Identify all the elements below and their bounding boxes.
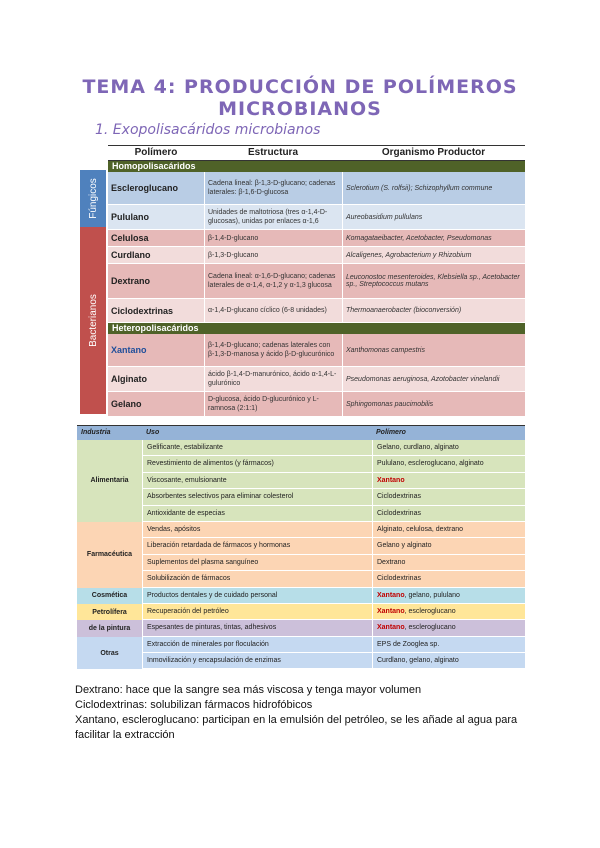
side-label-bacterianos: Bacterianos [80,227,106,414]
cell-organismo: Alcaligenes, Agrobacterium y Rhizobium [342,247,525,263]
polymer-name: Xantano [377,591,405,599]
note-line: Dextrano: hace que la sangre sea más viscosa y tenga mayor volumen [75,684,422,696]
table-row [108,172,525,205]
polymer-name: Gelano y alginato [377,542,432,550]
cell-polimero [372,538,525,553]
column-header-industria: Industria [81,429,111,436]
cell-estructura: D-glucosa, ácido D-glucurónico y L-ramnosa (2:1:1) [204,392,342,416]
cell-organismo: Thermoanaerobacter (bioconversión) [342,299,525,322]
table-row [142,637,525,653]
cell-polimero [372,456,525,471]
cell-estructura: Unidades de maltotriosa (tres α-1,4-D-glucosas), unidas por enlaces α-1,6 [204,205,342,229]
cell-estructura: α-1,4-D-glucano cíclico (6-8 unidades) [204,299,342,322]
table-row [142,473,525,489]
cell-industria: Petrolífera [77,604,142,620]
polymer-others: , escleroglucano [404,607,456,615]
cell-polimero: Xantano [111,345,147,355]
polymer-name: Ciclodextrinas [377,493,421,501]
table-row [142,506,525,522]
table-row [108,334,525,367]
cell-organismo: Sphingomonas paucimobilis [342,392,525,416]
table-row [142,555,525,571]
polymer-name: Alginato, celulosa, dextrano [377,525,463,533]
cell-uso: Antioxidante de especias [142,506,372,521]
polymer-name: Ciclodextrinas [377,575,421,583]
polymer-name: Gelano, curdlano, alginato [377,444,459,451]
cell-uso: Productos dentales y de cuidado personal [142,588,372,603]
polymers-structure-table [80,145,525,417]
column-header-estructura: Estructura [247,147,298,158]
column-header-organismo: Organismo Productor [381,147,486,158]
table-row [108,367,525,392]
cell-organismo: Aureobasidium pullulans [342,205,525,229]
cell-uso: Absorbentes selectivos para eliminar colesterol [142,489,372,504]
industry-group [77,522,525,588]
polymer-others: , gelano, pululano [404,591,460,599]
polymer-name: Xantano [377,607,405,615]
polymer-name: EPS de Zooglea sp. [377,640,440,648]
polymer-name: Curdlano, gelano, alginato [377,657,459,665]
polymer-others: , escleroglucano [404,624,456,632]
cell-polimero [372,489,525,504]
cell-polimero: Alginato [111,374,147,384]
table-row [108,205,525,230]
cell-industria: de la pintura [77,620,142,636]
cell-organismo: Sclerotium (S. rolfsii); Schizophyllum commune [342,172,525,204]
column-header-uso: Uso [146,429,160,436]
table-row [142,456,525,472]
cell-polimero [372,604,525,619]
cell-polimero: Gelano [111,399,142,409]
industry-group [77,620,525,636]
cell-organismo: Komagataeibacter, Acetobacter, Pseudomonas [342,230,525,246]
cell-polimero: Dextrano [111,276,151,286]
cell-estructura: Cadena lineal: α-1,6-D-glucano; cadenas laterales de α-1,4, α-1,2 y α-1,3 glucosa [204,264,342,298]
cell-industria: Otras [77,637,142,670]
table-row [142,620,525,636]
table-row [142,440,525,456]
table-row [142,653,525,669]
cell-polimero [372,522,525,537]
side-label-fungicos: Fúngicos [80,170,106,227]
industry-uses-table [77,425,525,669]
cell-uso: Extracción de minerales por floculación [142,637,372,652]
cell-estructura: β-1,3-D-glucano [204,247,342,263]
cell-uso: Solubilización de fármacos [142,571,372,586]
table-row [108,392,525,417]
cell-polimero [372,620,525,635]
table-row [108,299,525,323]
cell-polimero [372,555,525,570]
cell-estructura: β-1,4-D-glucano [204,230,342,246]
cell-industria: Farmacéutica [77,522,142,588]
cell-industria: Alimentaria [77,440,142,522]
cell-uso: Recuperación del petróleo [142,604,372,619]
section-heading: 1. Exopolisacáridos microbianos [95,122,321,138]
column-header-polimero: Polímero [376,429,406,436]
cell-uso: Viscosante, emulsionante [142,473,372,488]
section-band-homopolisacaridos: Homopolisacáridos [108,161,525,172]
table-header [108,145,525,161]
table-body [77,440,525,669]
cell-uso: Inmovilización y encapsulación de enzimas [142,653,372,668]
note-line: Ciclodextrinas: solubilizan fármacos hidrofóbicos [75,699,313,711]
table-row [142,522,525,538]
cell-uso: Vendas, apósitos [142,522,372,537]
polymer-name: Xantano [377,476,405,484]
cell-polimero [372,571,525,586]
cell-uso: Revestimiento de alimentos (y fármacos) [142,456,372,471]
table-row [108,230,525,247]
cell-organismo: Leuconostoc mesenteroides, Klebsiella sp., Acetobacter sp., Streptococcus mutans [342,264,525,298]
industry-group [77,637,525,670]
table-row [142,538,525,554]
table-row [142,604,525,620]
table-row [108,247,525,264]
cell-polimero: Pululano [111,212,149,222]
polymer-name: Xantano [377,624,405,632]
notes [75,683,545,743]
industry-group [77,588,525,604]
cell-organismo: Xanthomonas campestris [342,334,525,366]
cell-estructura: Cadena lineal: β-1,3-D-glucano; cadenas laterales: β-1,6-D-glucosa [204,172,342,204]
cell-polimero: Escleroglucano [111,183,179,193]
section-band-heteropolisacaridos: Heteropolisacáridos [108,323,525,334]
industry-group [77,604,525,620]
cell-organismo: Pseudomonas aeruginosa, Azotobacter vinelandii [342,367,525,391]
table-row [108,264,525,299]
industry-group [77,440,525,522]
note-line: Xantano, escleroglucano: participan en la emulsión del petróleo, se les añade al agua para facilitar la extracción [75,714,518,741]
cell-polimero [372,506,525,521]
table-row [142,588,525,604]
cell-uso: Liberación retardada de fármacos y hormonas [142,538,372,553]
cell-estructura: β-1,4-D-glucano; cadenas laterales con β-1,3-D-manosa y ácido β-D-glucurónico [204,334,342,366]
cell-polimero: Curdlano [111,250,151,260]
cell-uso: Espesantes de pinturas, tintas, adhesivos [142,620,372,635]
table-row [142,571,525,587]
cell-industria: Cosmética [77,588,142,604]
cell-polimero [372,440,525,455]
column-header-polimero: Polímero [134,147,178,158]
polymer-name: Dextrano [377,558,406,566]
cell-estructura: ácido β-1,4-D-manurónico, ácido α-1,4-L-gulurónico [204,367,342,391]
cell-uso: Gelificante, estabilizante [142,440,372,455]
polymer-name: Ciclodextrinas [377,509,421,517]
cell-polimero: Celulosa [111,233,149,243]
cell-polimero [372,637,525,652]
cell-polimero [372,588,525,603]
cell-polimero: Ciclodextrinas [111,305,174,316]
page-title: TEMA 4: PRODUCCIÓN DE POLÍMEROS MICROBIANOS [82,76,518,120]
cell-polimero [372,653,525,668]
table-header [77,425,525,440]
table-row [142,489,525,505]
cell-polimero [372,473,525,488]
cell-uso: Suplementos del plasma sanguíneo [142,555,372,570]
polymer-name: Pululano, escleroglucano, alginato [377,460,484,468]
